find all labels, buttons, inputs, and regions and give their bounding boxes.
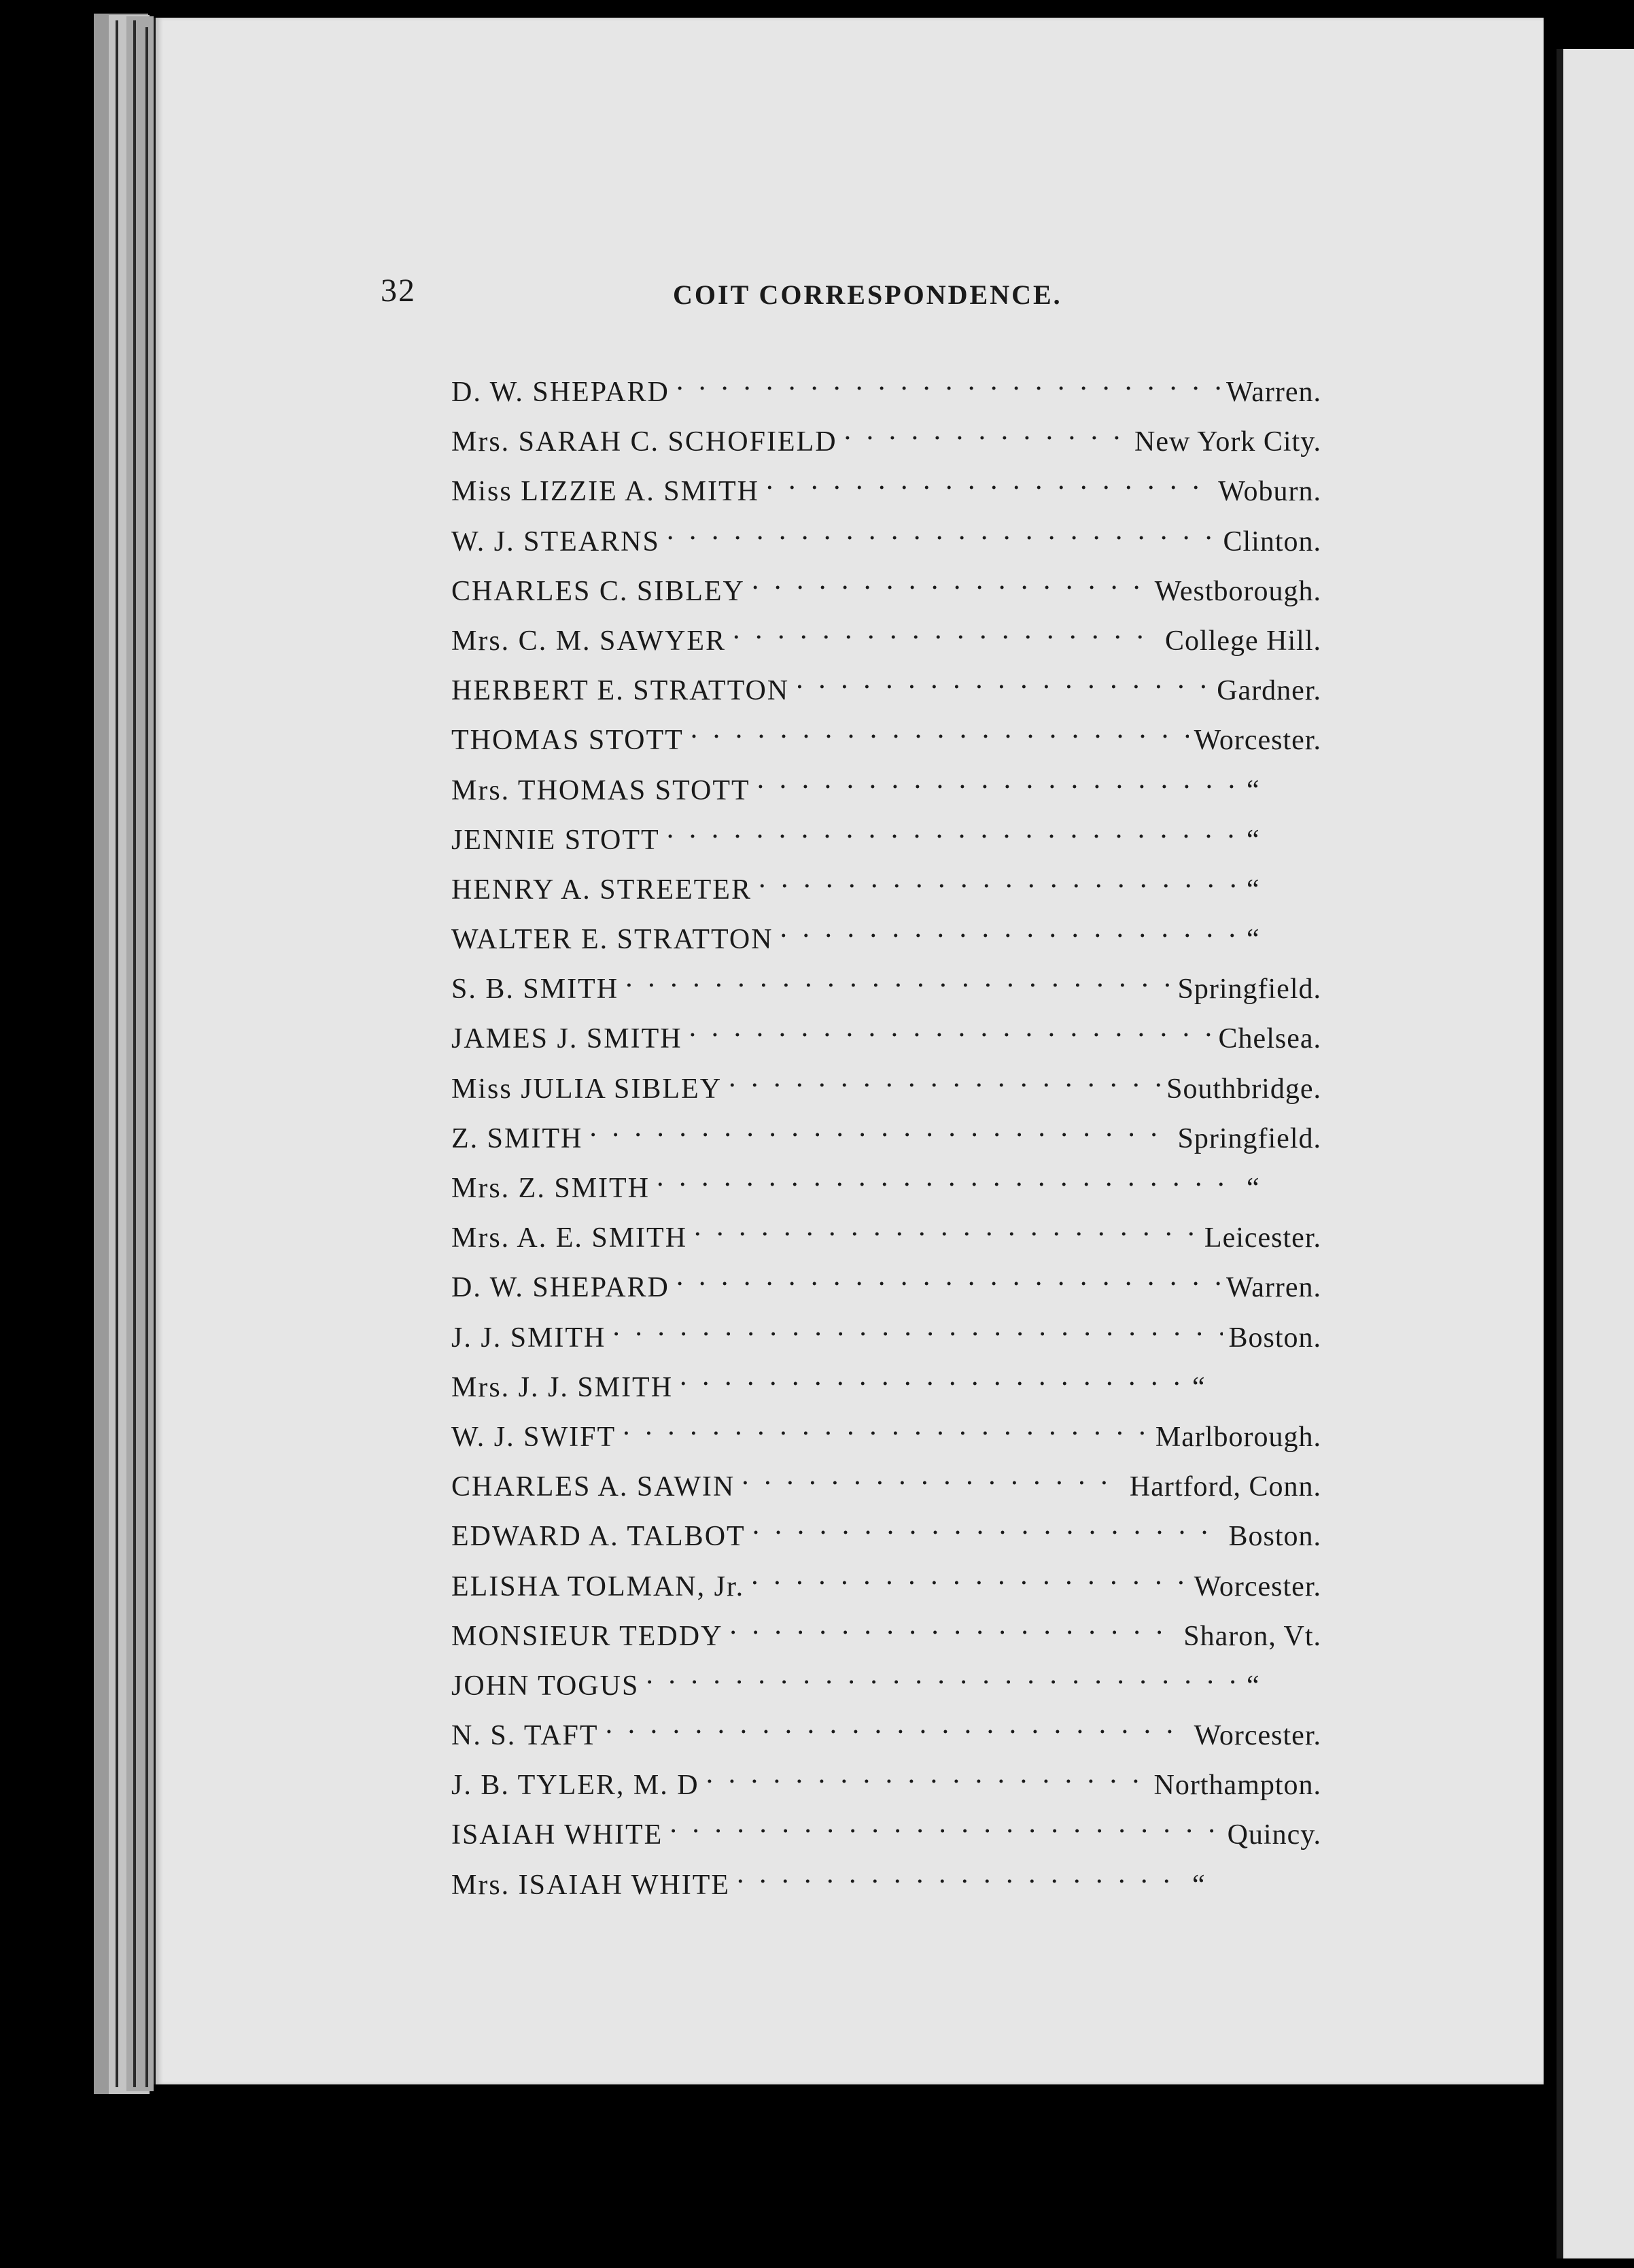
entry-name: Mrs. SARAH C. SCHOFIELD (451, 426, 837, 458)
list-item (451, 1306, 1321, 1356)
ditto-mark: “ (1241, 870, 1321, 908)
entry-place: Woburn. (1213, 471, 1321, 509)
list-item (451, 1555, 1321, 1604)
entry-name: JOHN TOGUS (451, 1670, 640, 1702)
entry-place: Sharon, Vt. (1178, 1616, 1321, 1654)
entry-place: Northampton. (1149, 1765, 1321, 1803)
list-item (451, 1007, 1321, 1056)
page-edge-line (133, 20, 136, 2087)
entry-name: Mrs. J. J. SMITH (451, 1371, 674, 1403)
entry-name: N. S. TAFT (451, 1720, 599, 1752)
dot-leader (766, 460, 1213, 500)
list-item (451, 1853, 1321, 1903)
list-item (451, 858, 1321, 908)
entry-name: Miss JULIA SIBLEY (451, 1073, 723, 1105)
dot-leader (646, 1654, 1241, 1695)
list-item (451, 410, 1321, 460)
entry-name: HERBERT E. STRATTON (451, 675, 790, 707)
entry-place: Warren. (1221, 1267, 1321, 1305)
entry-name: EDWARD A. TALBOT (451, 1521, 746, 1553)
entry-name: MONSIEUR TEDDY (451, 1620, 723, 1652)
page-header (381, 272, 1332, 320)
entry-place: Chelsea. (1213, 1018, 1321, 1056)
entry-name: S. B. SMITH (451, 974, 619, 1006)
list-item (451, 1256, 1321, 1305)
entry-name: Mrs. ISAIAH WHITE (451, 1869, 731, 1901)
dot-leader (625, 957, 1172, 998)
entry-place: Worcester. (1189, 1566, 1321, 1604)
page-number: 32 (381, 273, 416, 309)
list-item (451, 1206, 1321, 1256)
list-item (451, 759, 1321, 808)
entry-name: Mrs. Z. SMITH (451, 1173, 650, 1204)
list-item (451, 708, 1321, 758)
entry-place: Clinton. (1217, 521, 1321, 560)
list-item (451, 1654, 1321, 1704)
entry-place: Warren. (1221, 372, 1321, 410)
entry-name: WALTER E. STRATTON (451, 924, 773, 956)
ditto-mark: “ (1241, 1168, 1321, 1206)
dot-leader (752, 560, 1149, 600)
entry-name: THOMAS STOTT (451, 725, 684, 757)
dot-leader (844, 410, 1129, 451)
entry-name: Mrs. C. M. SAWYER (451, 625, 727, 657)
dot-leader (667, 808, 1241, 849)
ditto-mark: “ (1187, 1367, 1321, 1405)
running-title: COIT CORRESPONDENCE. (673, 279, 1062, 310)
entry-name: W. J. STEARNS (451, 526, 660, 557)
next-page-edge (1557, 49, 1634, 2258)
list-item (451, 510, 1321, 560)
entry-name: D. W. SHEPARD (451, 377, 670, 408)
entry-place: Boston. (1223, 1516, 1321, 1554)
dot-leader (780, 908, 1241, 948)
entry-name: W. J. SWIFT (451, 1421, 616, 1453)
dot-leader (667, 510, 1218, 551)
dot-leader (752, 1505, 1223, 1545)
ditto-mark: “ (1241, 770, 1321, 808)
entry-name: ELISHA TOLMAN, Jr. (451, 1570, 745, 1602)
dot-leader (729, 1057, 1161, 1098)
entry-place: Springfield. (1172, 969, 1321, 1007)
name-list (451, 360, 1321, 1903)
dot-leader (680, 1356, 1187, 1396)
entry-name: JAMES J. SMITH (451, 1023, 682, 1055)
list-item (451, 1753, 1321, 1803)
list-item (451, 957, 1321, 1007)
dot-leader (733, 609, 1160, 650)
entry-place: Gardner. (1211, 670, 1321, 708)
page-edge-line (145, 27, 148, 2087)
entry-place: Leicester. (1199, 1218, 1321, 1256)
list-item (451, 1156, 1321, 1206)
entry-name: Mrs. THOMAS STOTT (451, 774, 750, 806)
entry-place: Marlborough. (1150, 1417, 1321, 1455)
dot-leader (742, 1455, 1124, 1496)
entry-place: Boston. (1223, 1318, 1321, 1356)
dot-leader (676, 1256, 1221, 1296)
dot-leader (691, 708, 1189, 749)
list-item (451, 1803, 1321, 1853)
dot-leader (796, 659, 1211, 700)
list-item (451, 560, 1321, 609)
list-item (451, 360, 1321, 410)
ditto-mark: “ (1241, 919, 1321, 957)
list-item (451, 1604, 1321, 1654)
entry-place: Quincy. (1222, 1815, 1321, 1853)
dot-leader (694, 1206, 1199, 1247)
entry-name: J. J. SMITH (451, 1322, 606, 1354)
page-edge-line (116, 20, 118, 2087)
ditto-mark: “ (1241, 820, 1321, 858)
entry-name: Miss LIZZIE A. SMITH (451, 476, 759, 508)
entry-name: CHARLES C. SIBLEY (451, 575, 745, 607)
entry-name: JENNIE STOTT (451, 824, 660, 856)
dot-leader (737, 1853, 1187, 1894)
entry-name: Mrs. A. E. SMITH (451, 1222, 688, 1254)
dot-leader (612, 1306, 1223, 1347)
list-item (451, 1505, 1321, 1554)
dot-leader (676, 360, 1221, 401)
entry-name: CHARLES A. SAWIN (451, 1471, 735, 1503)
dot-leader (729, 1604, 1178, 1645)
list-item (451, 1057, 1321, 1107)
ditto-mark: “ (1241, 1666, 1321, 1704)
dot-leader (759, 858, 1241, 899)
list-item (451, 1356, 1321, 1405)
ditto-mark: “ (1187, 1865, 1321, 1903)
list-item (451, 808, 1321, 858)
list-item (451, 1704, 1321, 1753)
entry-place: Worcester. (1189, 1715, 1321, 1753)
dot-leader (689, 1007, 1213, 1048)
entry-name: D. W. SHEPARD (451, 1272, 670, 1304)
dot-leader (606, 1704, 1189, 1745)
dot-leader (657, 1156, 1241, 1197)
list-item (451, 1405, 1321, 1455)
dot-leader (623, 1405, 1150, 1446)
entry-place: New York City. (1129, 422, 1321, 460)
dot-leader (751, 1555, 1188, 1596)
list-item (451, 1455, 1321, 1505)
entry-place: College Hill. (1160, 621, 1321, 659)
book-edge (126, 16, 154, 2091)
list-item (451, 659, 1321, 708)
entry-place: Springfield. (1172, 1118, 1321, 1156)
dot-leader (589, 1107, 1172, 1148)
list-item (451, 908, 1321, 957)
dot-leader (706, 1753, 1149, 1794)
entry-name: HENRY A. STREETER (451, 874, 752, 906)
dot-leader (670, 1803, 1221, 1844)
entry-place: Worcester. (1189, 720, 1321, 758)
entry-name: J. B. TYLER, M. D (451, 1770, 699, 1802)
entry-place: Hartford, Conn. (1124, 1466, 1321, 1505)
dot-leader (757, 759, 1241, 800)
list-item (451, 609, 1321, 659)
list-item (451, 460, 1321, 509)
entry-place: Southbridge. (1161, 1069, 1321, 1107)
entry-name: ISAIAH WHITE (451, 1819, 663, 1851)
list-item (451, 1107, 1321, 1156)
entry-place: Westborough. (1149, 571, 1321, 609)
entry-name: Z. SMITH (451, 1122, 583, 1154)
